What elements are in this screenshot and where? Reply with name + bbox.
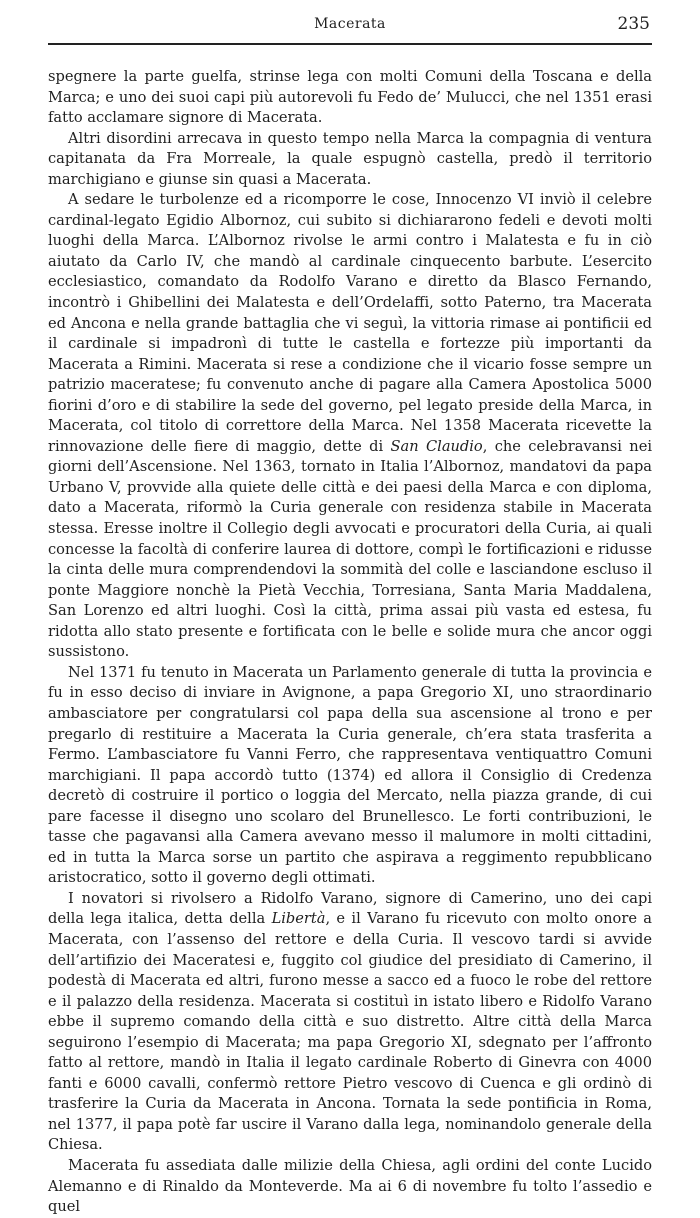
running-head: [48, 10, 652, 36]
italic-liberta: Libertà: [271, 910, 326, 928]
paragraph-fra-morreale: [48, 129, 652, 191]
paragraph-text: Nel 1371 fu tenuto in Macerata un Parlamento generale di tutta la provincia e fu in esso deciso di inviare in Avignone, a papa Gregorio XI, uno straordinario ambasciatore per congratularsi col papa della sua ascensione al trono e per pregarlo di restituire a Macerata la Curia generale, ch’era stata trasferita a Fermo. L’ambasciatore fu Vanni Ferro, che rappresentava ventiquattro Comuni marchigiani. Il papa accordò tutto (1374) ed allora il Consiglio di Credenza decretò di costruire il portico o loggia del Mercato, nella piazza grande, di cui pare facesse il disegno uno scolaro del Brunellesco. Le forti contribuzioni, le tasse che pagavansi alla Camera avevano messo il malumore in molti cittadini, ed in tutta la Marca sorse un partito che aspirava a reggimento repubblicano aristocratico, sotto il governo degli ottimati.: [48, 663, 652, 887]
paragraph-continuation: [48, 67, 652, 129]
paragraph-text: Altri disordini arrecava in questo tempo nella Marca la compagnia di ventura capitanata da Fra Morreale, la quale espugnò castella, predò il territorio marchigiano e giunse sin quasi a Macerata.: [48, 129, 652, 188]
paragraph-text: , che celebravansi nei giorni dell’Ascensione. Nel 1363, tornato in Italia l’Albornoz, mandatovi da papa Urbano V, provvide alla quiete delle città e dei paesi della Marca e con diploma, dato a Macerata, riformò la Curia generale con residenza stabile in Macerata stessa. Eresse inoltre il Collegio degli avvocati e procuratori della Curia, ai quali concesse la facoltà di conferire laurea di dottore, compì le fortificazioni e ridusse la cinta delle mura comprendendovi la sommità del colle e lasciandone escluso il ponte Maggiore nonchè la Pietà Vecchia, Torresiana, Santa Maria Maddalena, San Lorenzo ed altri luoghi. Così la città, prima assai più vasta ed estesa, fu ridotta allo stato presente e fortificata con le belle e solide mura che ancor oggi sussistono.: [48, 437, 653, 661]
paragraph-text: A sedare le turbolenze ed a ricomporre le cose, Innocenzo VI inviò il celebre cardinal-legato Egidio Albornoz, cui subito si dichiararono fedeli e devoti molti luoghi della Marca. L’Albornoz rivolse le armi contro i Malatesta e fu in ciò aiutato da Carlo IV, che mandò al cardinale cinquecento barbute. L’esercito ecclesiastico, comandato da Rodolfo Varano e diretto da Blasco Fernando, incontrò i Ghibellini dei Malatesta e dell’Ordelaffi, sotto Paterno, tra Macerata ed Ancona e nella grande battaglia che vi seguì, la vittoria rimase ai pontificii ed il cardinale si impadronì di tutte le castella e fortezze più importanti da Macerata a Rimini. Macerata si rese a condizione che il vicario fosse sempre un patrizio maceratese; fu convenuto anche di pagare alla Camera Apostolica 5000 fiorini d’oro e di stabilire la sede del governo, pel legato preside della Marca, in Macerata, col titolo di correttore della Marca. Nel 1358 Macerata ricevette la rinnovazione delle fiere di maggio, dette di: [48, 191, 652, 455]
body-text: [48, 67, 652, 1218]
paragraph-parlamento-1371: [48, 663, 652, 889]
paragraph-albornoz: [48, 190, 652, 663]
paragraph-assedio: [48, 1156, 652, 1218]
page-number: 235: [617, 14, 650, 34]
running-title: Macerata: [314, 16, 386, 32]
paragraph-ridolfo-varano: [48, 889, 652, 1156]
paragraph-text: , e il Varano fu ricevuto con molto onore a Macerata, con l’assenso del rettore e della Curia. Il vescovo tardi si avvide dell’artifizio dei Maceratesi e, fuggito col giudice del presidiato di Camerino, il podestà di Macerata ed altri, furono messe a sacco ed a fuoco le robe del rettore e il palazzo della residenza. Macerata si costituì in istato libero e Ridolfo Varano ebbe il supremo comando della città e suo distretto. Altre città della Marca seguirono l’esempio di Macerata; ma papa Gregorio XI, sdegnato per l’affronto fatto al rettore, mandò in Italia il legato cardinale Roberto di Ginevra con 4000 fanti e 6000 cavalli, confermò rettore Pietro vescovo di Cuenca e gli ordinò di trasferire la Curia da Macerata in Ancona. Tornata la sede pontificia in Roma, nel 1377, il papa potè far uscire il Varano dalla lega, nominandolo generale della Chiesa.: [48, 910, 652, 1154]
paragraph-text: I novatori si rivolsero a Ridolfo Varano, signore di Camerino, uno dei capi della lega italica, detta della: [48, 889, 652, 928]
paragraph-text: Macerata fu assediata dalle milizie della Chiesa, agli ordini del conte Lucido Alemanno e di Rinaldo da Monteverde. Ma ai 6 di novembre fu tolto l’assedio e quel: [48, 1156, 652, 1216]
book-page: [48, 10, 652, 1218]
paragraph-text: spegnere la parte guelfa, strinse lega con molti Comuni della Toscana e della Marca; e uno dei suoi capi più autorevoli fu Fedo de’ Mulucci, che nel 1351 erasi fatto acclamare signore di Macerata.: [48, 68, 652, 127]
italic-san-claudio: San Claudio: [390, 437, 483, 455]
header-rule: [48, 43, 652, 45]
